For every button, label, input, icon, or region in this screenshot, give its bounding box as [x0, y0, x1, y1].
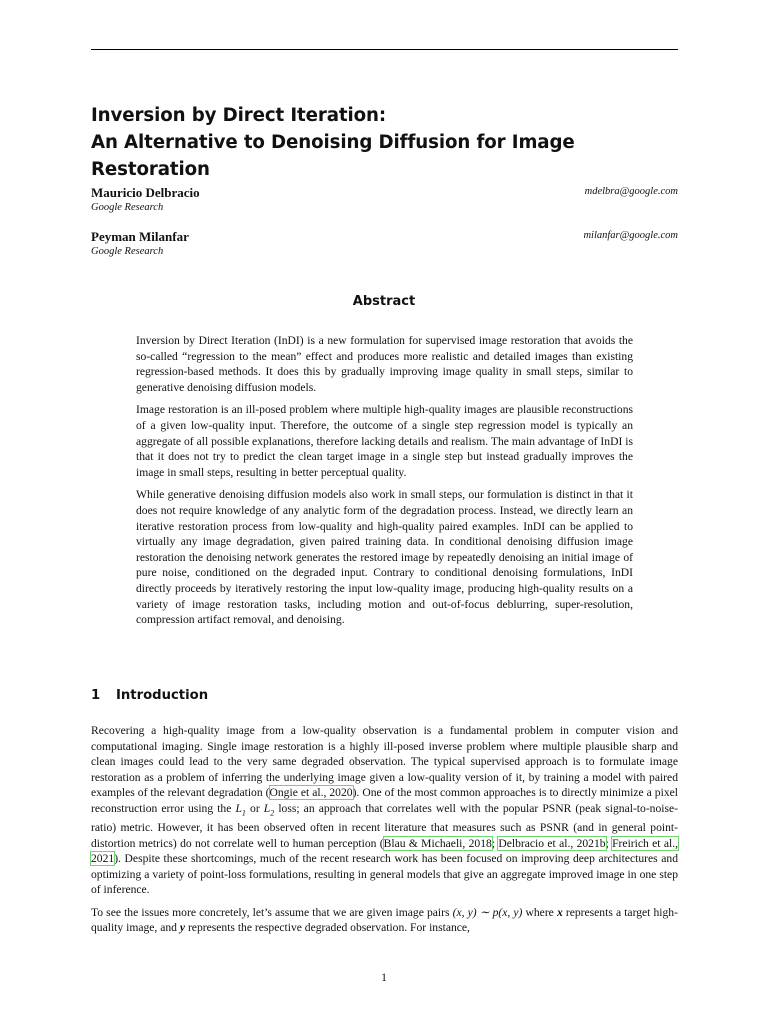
citation-link[interactable]: Blau & Michaeli, 2018: [383, 836, 492, 850]
author-block: [91, 229, 678, 259]
author-block: [91, 185, 678, 215]
body-text: loss; an approach that correlates well with the popular PSNR (peak signal-to-noise-ratio) metric. However, it has been observed often in recent literature that measures such as PSNR (and in general point-distortion metrics) do not correlate well to human perception: [91, 801, 679, 850]
body-text: or: [250, 801, 260, 815]
abstract-paragraph: While generative denoising diffusion models also work in small steps, our formulation is distinct in that it does not require knowledge of any analytic form of the degradation process. Instead, we directly learn an iterative restoration process from low-quality and high-quality paired examples. InDI can be applied to virtually any image degradation, given paired training data. In conditional denoising diffusion image restoration the denoising network generates the restored image by repeatedly denoising an initial image of pure noise, conditioned on the degraded input. Contrary to conditional denoising formulations, InDI directly proceeds by iteratively restoring the input low-quality image, producing high-quality results on a variety of image restoration tasks, including motion and out-of-focus deblurring, super-resolution, compression artifact removal, and denoising.: [136, 488, 633, 627]
author-affiliation: Google Research: [91, 202, 164, 213]
paper-title: [91, 102, 691, 183]
top-rule: [91, 49, 678, 50]
body-text: One of the most common approaches is to directly minimize a pixel reconstruction error using the: [91, 786, 678, 815]
abstract-paragraph: Image restoration is an ill-posed problem where multiple high-quality images are plausible reconstructions of a given low-quality input. Therefore, the outcome of a single step regression model is typically an aggregate of all possible explanations, therefore lacking details and realism. The main advantage of InDI is that it does not try to predict the clean target image in a single step but instead gradually improves the image in small steps, resulting in better perceptual quality.: [136, 403, 633, 479]
citation-link[interactable]: Delbracio et al., 2021b: [498, 836, 606, 850]
body-text: Despite these shortcomings, much of the recent research work has been focused on improving deep architectures and optimizing a variety of point-loss formulations, resulting in general models that give an aggregate improved image in one step of inference.: [91, 852, 678, 897]
author-email[interactable]: milanfar@google.com: [583, 230, 678, 241]
section-body: [91, 723, 678, 943]
title-line-1: Inversion by Direct Iteration:: [91, 105, 387, 126]
abstract-paragraph: Inversion by Direct Iteration (InDI) is a new formulation for supervised image restoration that avoids the so-called “regression to the mean” effect and produces more realistic and detailed images than existing regression-based methods. It does this by gradually improving image quality in small steps, similar to generative denoising diffusion models.: [136, 334, 633, 394]
abstract: [136, 333, 633, 635]
author-name: Peyman Milanfar: [91, 229, 189, 244]
section-title: Introduction: [116, 688, 209, 703]
math-x: x: [556, 905, 563, 919]
math-l2: $L_2$: [263, 801, 275, 817]
abstract-heading: Abstract: [352, 294, 416, 309]
body-text: To see the issues more concretely, let’s assume that we are given image pairs: [91, 905, 450, 919]
math-pair: (x, y) ∼ p(x, y): [452, 905, 523, 919]
body-text: represents a target high-quality image, and: [91, 905, 678, 935]
body-text: Recovering a high-quality image from a low-quality observation is a fundamental problem in computer vision and computational imaging. Single image restoration is a highly ill-posed inverse problem where multiple plausible sharp and clean images could lead to the very same degraded observation. The typical supervised approach is to formulate image restoration as a problem of inferring the underlying image given a low-quality version of it, by training a model with paired examples of the relevant degradation: [91, 724, 678, 799]
section-number: 1: [91, 688, 101, 703]
author-affiliation: Google Research: [91, 246, 164, 257]
title-line-2: An Alternative to Denoising Diffusion for Image Restoration: [91, 132, 575, 180]
citation-link[interactable]: Ongie et al., 2020: [269, 786, 353, 799]
body-text: where: [525, 905, 554, 919]
body-paragraph: Recovering a high-quality image from a low-quality observation is a fundamental problem in computer vision and computational imaging. Single image restoration is a highly ill-posed inverse problem where multiple plausible sharp and clean images could lead to the very same degraded observation. The typical supervised approach is to formulate image restoration as a problem of inferring the underlying image given a low-quality version of it, by training a model with paired examples of the relevant degradation (Ongie et al., 2020). One of the most common approaches is to directly minimize a pixel reconstruction error using the $L_1$ or $L_2$ loss; an approach that correlates well with the popular PSNR (peak signal-to-noise-ratio) metric. However, it has been observed often in recent literature that measures such as PSNR (and in general point-distortion metrics) do not correlate well to human perception (Blau & Michaeli, 2018; Delbracio et al., 2021b; Freirich et al., 2021). Despite these shortcomings, much of the recent research work has been focused on improving deep architectures and optimizing a variety of point-loss formulations, resulting in general models that give an aggregate improved image in one step of inference.: [91, 724, 679, 897]
math-l1: $L_1$: [235, 801, 246, 817]
section-heading: [91, 688, 208, 703]
body-paragraph: [91, 905, 678, 936]
citation-link[interactable]: Freirich et al., 2021: [91, 836, 678, 866]
page-number: 1: [381, 971, 387, 984]
math-y: y: [179, 921, 186, 935]
author-name: Mauricio Delbracio: [91, 185, 200, 200]
body-text: represents the respective degraded observation. For instance,: [187, 921, 470, 935]
author-email[interactable]: mdelbra@google.com: [584, 186, 678, 197]
